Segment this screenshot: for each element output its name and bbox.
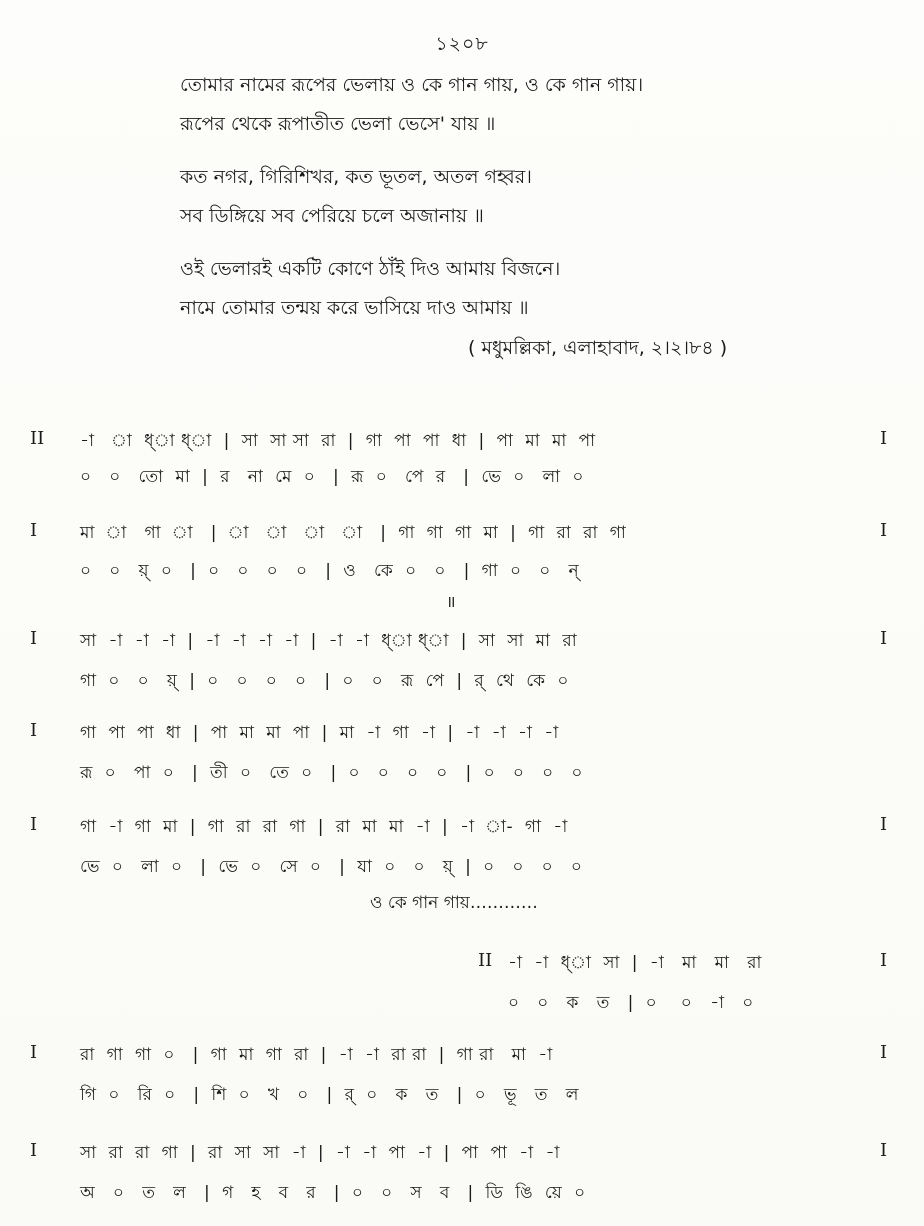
bar-start-mark: II bbox=[30, 428, 45, 449]
bar-end-mark: I bbox=[880, 428, 888, 449]
poem-line: তোমার নামের রূপের ভেলায় ও কে গান গায়, ও কে গান গায়। bbox=[180, 74, 644, 96]
notation-lyric-line bbox=[0, 550, 924, 590]
source-citation: ( মধুমল্লিকা, এলাহাবাদ, ২।২।৮৪ ) bbox=[468, 337, 728, 359]
notation-cells: সা -া -া -া | -া -া -া -া | -া -া ধ্া ধ্া | সা সা মা রা bbox=[80, 631, 578, 651]
stanza bbox=[180, 66, 880, 144]
poem-line: ওই ভেলারই একটি কোণে ঠাঁই দিও আমায় বিজনে। bbox=[180, 258, 561, 280]
poem-line: নামে তোমার তন্ময় করে ভাসিয়ে দাও আমায় ॥ bbox=[180, 297, 529, 319]
page-number: ১২০৮ bbox=[435, 33, 489, 55]
bar-start-mark: I bbox=[30, 1042, 38, 1063]
bar-start-mark: I bbox=[30, 1140, 38, 1161]
poem-line: রূপের থেকে রূপাতীত ভেলা ভেসে' যায় ॥ bbox=[180, 113, 496, 135]
bar-end-mark: I bbox=[880, 1140, 888, 1161]
section-separator: ॥ bbox=[446, 592, 456, 611]
notation-cells: মা া গা া | া া া া | গা গা গা মা | গা রা রা গা bbox=[80, 523, 627, 543]
notation-cells: গি ০ রি ০ | শি ০ খ ০ | র্ ০ ক ত | ০ ভূ ত ল bbox=[80, 1085, 579, 1105]
notation-swara-line bbox=[0, 512, 924, 552]
refrain-caption: ও কে গান গায়………… bbox=[370, 893, 538, 913]
notation-swara-line bbox=[0, 1132, 924, 1172]
poem-line: সব ডিঙ্গিয়ে সব পেরিয়ে চলে অজানায় ॥ bbox=[180, 205, 484, 227]
notation-cells: গা পা পা ধা | পা মা মা পা | মা -া গা -া | -া -া -া -া bbox=[80, 723, 559, 743]
notation-swara-line bbox=[0, 1034, 924, 1074]
bar-end-mark: I bbox=[880, 950, 888, 971]
notation-cells: গা -া গা মা | গা রা রা গা | রা মা মা -া | -া া- গা -া bbox=[80, 817, 568, 837]
notation-cells: -া -া ধ্া সা | -া মা মা রা bbox=[508, 953, 762, 973]
notation-cells: অ ০ ত ল | গ হ ব র | ০ ০ স ব | ডি ঙি য়ে ০ bbox=[80, 1183, 586, 1203]
bar-start-mark: I bbox=[30, 628, 38, 649]
notation-cells: রা গা গা ০ | গা মা গা রা | -া -া রা রা | গা রা মা -া bbox=[80, 1045, 553, 1065]
bar-start-mark: I bbox=[30, 520, 38, 541]
notation-cells: -া া ধ্া ধ্া | সা সা সা রা | গা পা পা ধা | পা মা মা পা bbox=[80, 431, 596, 451]
poem-line: কত নগর, গিরিশিখর, কত ভূতল, অতল গহ্বর। bbox=[180, 166, 532, 188]
bar-start-mark: I bbox=[30, 720, 38, 741]
bar-start-mark: II bbox=[478, 950, 493, 971]
notation-cells: ভে ০ লা ০ | ভে ০ সে ০ | যা ০ ০ য়্ | ০ ০ ০ ০ bbox=[80, 857, 583, 877]
notation-lyric-line bbox=[0, 982, 924, 1022]
bar-end-mark: I bbox=[880, 520, 888, 541]
notation-swara-line bbox=[0, 620, 924, 660]
stanza bbox=[180, 158, 880, 236]
notation-lyric-line bbox=[0, 660, 924, 700]
notation-lyric-line bbox=[0, 1074, 924, 1114]
notation-cells: ০ ০ য়্ ০ | ০ ০ ০ ০ | ও কে ০ ০ | গা ০ ০ ন্ bbox=[80, 561, 580, 581]
poem-lyrics bbox=[180, 66, 880, 342]
notation-cells: গা ০ ০ য়্ | ০ ০ ০ ০ | ০ ০ রূ পে | র্ থে কে ০ bbox=[80, 671, 569, 691]
notation-swara-line bbox=[0, 420, 924, 460]
notation-swara-line bbox=[0, 806, 924, 846]
bar-end-mark: I bbox=[880, 628, 888, 649]
notation-lyric-line bbox=[0, 456, 924, 496]
notation-cells: সা রা রা গা | রা সা সা -া | -া -া পা -া | পা পা -া -া bbox=[80, 1143, 560, 1163]
notation-swara-line bbox=[0, 712, 924, 752]
notation-lyric-line bbox=[0, 752, 924, 792]
notation-lyric-line bbox=[0, 846, 924, 886]
stanza bbox=[180, 250, 880, 328]
notation-cells: ০ ০ তো মা | র না মে ০ | রূ ০ পে র | ভে ০ লা ০ bbox=[80, 467, 584, 487]
notation-lyric-line bbox=[0, 1172, 924, 1212]
bar-end-mark: I bbox=[880, 1042, 888, 1063]
bar-start-mark: I bbox=[30, 814, 38, 835]
notation-cells: ০ ০ ক ত | ০ ০ -া ০ bbox=[508, 993, 754, 1013]
notation-cells: রূ ০ পা ০ | তী ০ তে ০ | ০ ০ ০ ০ | ০ ০ ০ ০ bbox=[80, 763, 583, 783]
notation-swara-line bbox=[0, 942, 924, 982]
bar-end-mark: I bbox=[880, 814, 888, 835]
